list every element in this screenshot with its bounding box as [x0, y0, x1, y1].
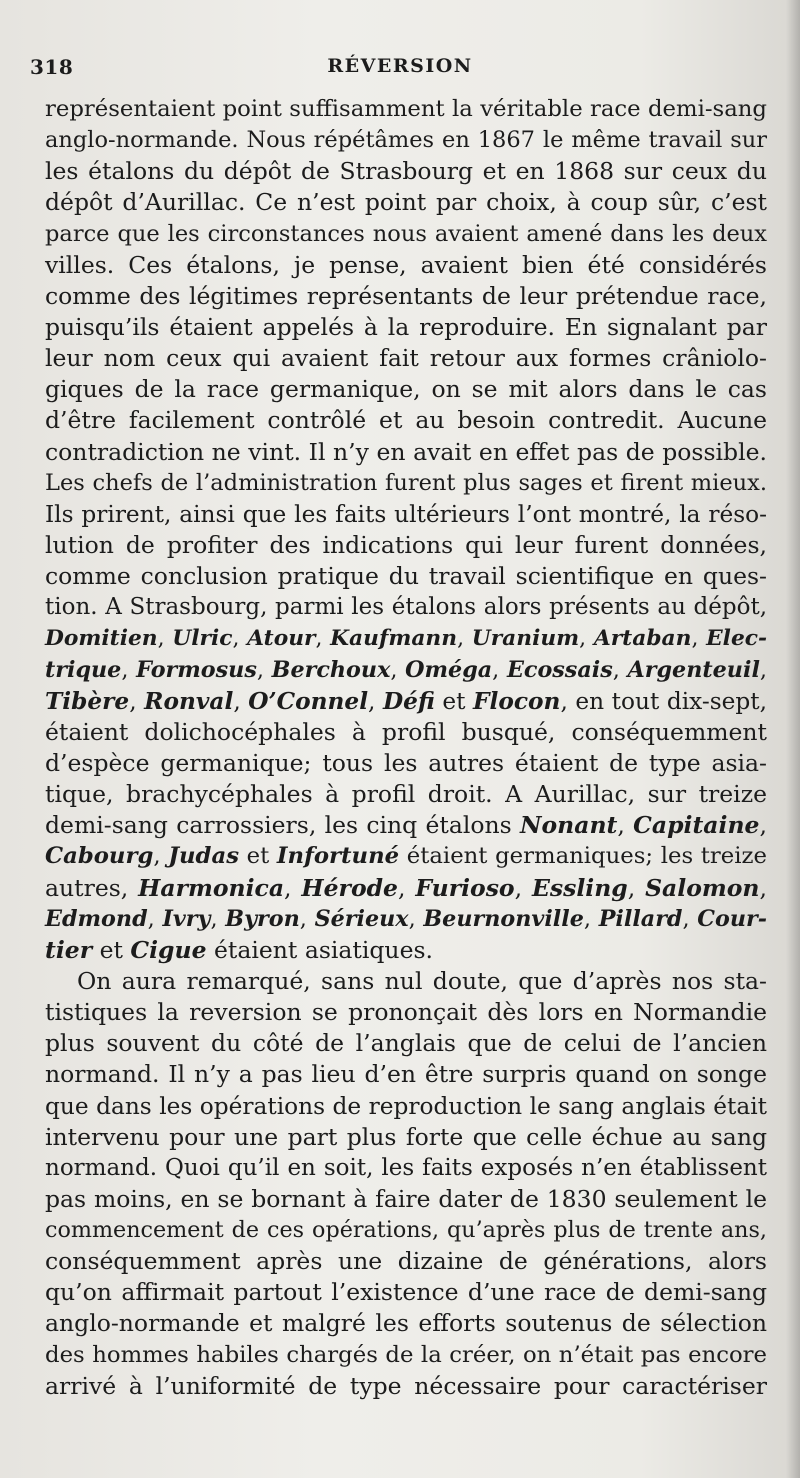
text-segment: ,	[315, 626, 331, 652]
italic-name: Formosus	[136, 656, 257, 683]
italic-name: Artaban	[593, 626, 692, 652]
italic-name: trique	[45, 656, 122, 683]
text-line	[45, 841, 767, 872]
text-line	[45, 1059, 767, 1090]
page-header	[30, 55, 770, 85]
text-line	[45, 187, 767, 218]
text-line	[45, 530, 767, 561]
text-line	[45, 219, 767, 250]
text-segment: tion. A Strasbourg, parmi les étalons alors présents au dépôt,	[45, 594, 767, 621]
italic-name: Cigue	[130, 935, 207, 964]
text-line	[45, 1371, 767, 1402]
text-segment: ,	[147, 905, 163, 932]
text-segment: ,	[299, 905, 315, 932]
text-segment: Les chefs de l’administration furent plus sages et firent mieux.	[45, 469, 767, 496]
italic-name: Domitien	[45, 626, 158, 652]
text-segment: étaient germaniques; les treize	[399, 843, 767, 870]
italic-name: Sérieux	[314, 905, 409, 932]
text-line	[45, 904, 767, 935]
text-line	[45, 1340, 767, 1371]
italic-name: Flocon	[473, 687, 561, 715]
text-line	[45, 1153, 767, 1184]
text-segment: qu’on affirmait partout l’existence d’une race de demi-sang	[45, 1278, 767, 1307]
text-segment: puisqu’ils étaient appelés à la reproduire. En signalant par	[45, 312, 767, 341]
italic-name: Kaufmann	[330, 626, 458, 652]
text-segment: ,	[368, 687, 383, 715]
text-line	[45, 748, 767, 779]
text-segment: ,	[627, 873, 646, 902]
text-segment: ,	[121, 656, 137, 683]
text-segment: tistiques la reversion se prononçait dès lors en Normandie	[45, 998, 767, 1027]
text-segment: ,	[256, 656, 272, 683]
italic-name: Argenteuil	[627, 656, 760, 683]
text-segment: tique, brachycéphales à profil droit. A Aurillac, sur treize	[45, 780, 767, 809]
text-line	[45, 717, 767, 748]
text-segment: lution de profiter des indications qui leur furent données,	[45, 530, 767, 559]
text-segment: comme des légitimes représentants de leur prétendue race,	[45, 281, 767, 310]
text-segment: les étalons du dépôt de Strasbourg et en 1868 sur ceux du	[45, 157, 767, 186]
text-line	[45, 281, 767, 312]
italic-name: Ronval	[144, 687, 234, 715]
text-line	[45, 592, 767, 623]
text-segment: étaient asiatiques.	[206, 935, 434, 964]
text-line	[45, 156, 767, 187]
text-line	[45, 1122, 767, 1153]
text-line	[45, 405, 767, 436]
text-segment: ,	[129, 687, 145, 715]
text-line	[45, 779, 767, 810]
text-segment: arrivé à l’uniformité de type nécessaire pour caractériser	[45, 1371, 767, 1400]
italic-name: Essling	[531, 873, 628, 902]
italic-name: Byron	[225, 905, 300, 932]
italic-name: Salomon	[645, 873, 760, 902]
text-segment: giques de la race germanique, on se mit alors dans le cas	[45, 375, 767, 404]
text-line	[45, 125, 767, 156]
text-line	[45, 94, 767, 125]
running-title: RÉVERSION	[327, 55, 473, 77]
text-line	[45, 1028, 767, 1059]
text-segment: ,	[492, 656, 507, 683]
text-segment: ,	[232, 626, 248, 652]
italic-name: Tibère	[45, 687, 130, 715]
italic-name: Défi	[382, 687, 435, 715]
italic-name: Ecossais	[506, 656, 613, 683]
text-segment: On aura remarqué, sans nul doute, que d’après nos sta-	[77, 966, 767, 995]
text-line	[45, 561, 767, 592]
text-segment: conséquemment après une dizaine de générations, alors	[45, 1247, 767, 1276]
text-segment: intervenu pour une part plus forte que celle échue au sang	[45, 1122, 767, 1151]
text-segment: ,	[390, 656, 406, 683]
text-segment: autres,	[45, 873, 139, 902]
text-line	[45, 1091, 767, 1122]
text-segment: ,	[691, 626, 707, 652]
text-segment: dépôt d’Aurillac. Ce n’est point par choix, à coup sûr, c’est	[45, 188, 767, 217]
text-segment: d’espèce germanique; tous les autres étaient de type asia-	[45, 748, 767, 777]
italic-name: Atour	[247, 626, 316, 652]
text-segment: ,	[579, 626, 594, 652]
text-segment: ,	[759, 873, 767, 902]
text-segment: ,	[583, 905, 599, 932]
text-segment: plus souvent du côté de l’anglais que de celui de l’ancien	[45, 1029, 767, 1058]
italic-name: Cabourg	[45, 843, 154, 870]
text-line	[45, 873, 767, 904]
italic-name: Ivry	[162, 905, 211, 932]
text-line	[45, 1308, 767, 1339]
text-line	[45, 1246, 767, 1277]
italic-name: Uranium	[471, 626, 580, 652]
text-segment: anglo-normande et malgré les efforts soutenus de sélection	[45, 1309, 767, 1338]
text-segment: ,	[612, 656, 628, 683]
text-line	[45, 655, 767, 686]
text-segment: des hommes habiles chargés de la créer, on n’était pas encore	[45, 1341, 767, 1368]
text-segment: villes. Ces étalons, je pense, avaient bien été considérés	[45, 250, 767, 279]
text-line	[45, 499, 767, 530]
italic-name: Harmonica	[138, 873, 285, 902]
italic-name: tier	[45, 935, 93, 964]
text-segment: et	[92, 935, 131, 964]
text-segment: normand. Quoi qu’il en soit, les faits exposés n’en établissent	[45, 1154, 767, 1181]
text-line	[45, 312, 767, 343]
text-segment: ,	[457, 626, 472, 652]
text-segment: d’être facilement contrôlé et au besoin contredit. Aucune	[45, 406, 767, 435]
italic-name: Cour-	[697, 905, 767, 932]
italic-name: Capitaine	[633, 811, 760, 840]
text-segment: , en tout dix-sept,	[560, 687, 768, 715]
text-line	[45, 468, 767, 499]
text-segment: demi-sang carrossiers, les cinq étalons	[45, 811, 520, 840]
text-line	[45, 437, 767, 468]
text-line	[45, 997, 767, 1028]
text-line	[45, 250, 767, 281]
text-segment: parce que les circonstances nous avaient amené dans les deux	[45, 220, 767, 247]
text-line	[45, 374, 767, 405]
text-segment: ,	[682, 905, 698, 932]
italic-name: Furioso	[415, 873, 515, 902]
text-segment: ,	[514, 873, 532, 902]
text-line	[45, 1277, 767, 1308]
text-segment: leur nom ceux qui avaient fait retour aux formes crâniolo-	[45, 344, 767, 373]
italic-name: Berchoux	[271, 656, 391, 683]
text-line	[45, 686, 767, 717]
text-segment: Ils prirent, ainsi que les faits ultérieurs l’ont montré, la réso-	[45, 500, 767, 528]
text-segment: étaient dolichocéphales à profil busqué, conséquemment	[45, 717, 767, 746]
italic-name: Ulric	[172, 626, 233, 652]
italic-name: Elec-	[706, 626, 768, 652]
text-segment: ,	[233, 687, 249, 715]
text-segment: que dans les opérations de reproduction le sang anglais était	[45, 1092, 767, 1120]
text-segment: anglo-normande. Nous répétâmes en 1867 le même travail sur	[45, 127, 767, 154]
italic-name: Judas	[168, 843, 240, 870]
text-segment: ,	[284, 873, 302, 902]
text-line	[45, 966, 767, 997]
italic-name: Nonant	[519, 811, 618, 840]
text-segment: normand. Il n’y a pas lieu d’en être surpris quand on songe	[45, 1060, 767, 1089]
page-number: 318	[30, 55, 74, 79]
page-edge-shadow	[786, 0, 800, 1478]
text-segment: représentaient point suffisamment la véritable race demi-sang	[45, 96, 767, 122]
text-line	[45, 1184, 767, 1215]
text-segment: contradiction ne vint. Il n’y en avait en effet pas de possible.	[45, 437, 767, 466]
italic-name: Pillard	[598, 905, 683, 932]
text-segment: ,	[759, 811, 767, 840]
italic-name: O’Connel	[248, 687, 369, 715]
text-line	[45, 1215, 767, 1246]
text-line	[45, 343, 767, 374]
text-segment: ,	[408, 905, 424, 932]
italic-name: Infortuné	[276, 843, 400, 870]
text-segment: ,	[157, 626, 173, 652]
text-segment: et	[239, 843, 277, 870]
text-line	[45, 623, 767, 654]
italic-name: Beurnonville	[423, 905, 584, 932]
text-segment: ,	[210, 905, 226, 932]
italic-name: Oméga	[405, 656, 493, 683]
text-line	[45, 810, 767, 841]
body-text	[45, 94, 767, 1402]
italic-name: Hérode	[301, 873, 398, 902]
text-segment: ,	[617, 811, 634, 840]
text-segment: ,	[398, 873, 416, 902]
text-segment: ,	[759, 656, 767, 683]
text-segment: comme conclusion pratique du travail scientifique en ques-	[45, 562, 767, 591]
italic-name: Edmond	[45, 905, 148, 932]
text-segment: et	[434, 687, 474, 715]
text-segment: pas moins, en se bornant à faire dater de 1830 seulement le	[45, 1184, 767, 1213]
text-line	[45, 935, 767, 966]
text-segment: commencement de ces opérations, qu’après plus de trente ans,	[45, 1217, 767, 1244]
text-segment: ,	[153, 843, 169, 870]
